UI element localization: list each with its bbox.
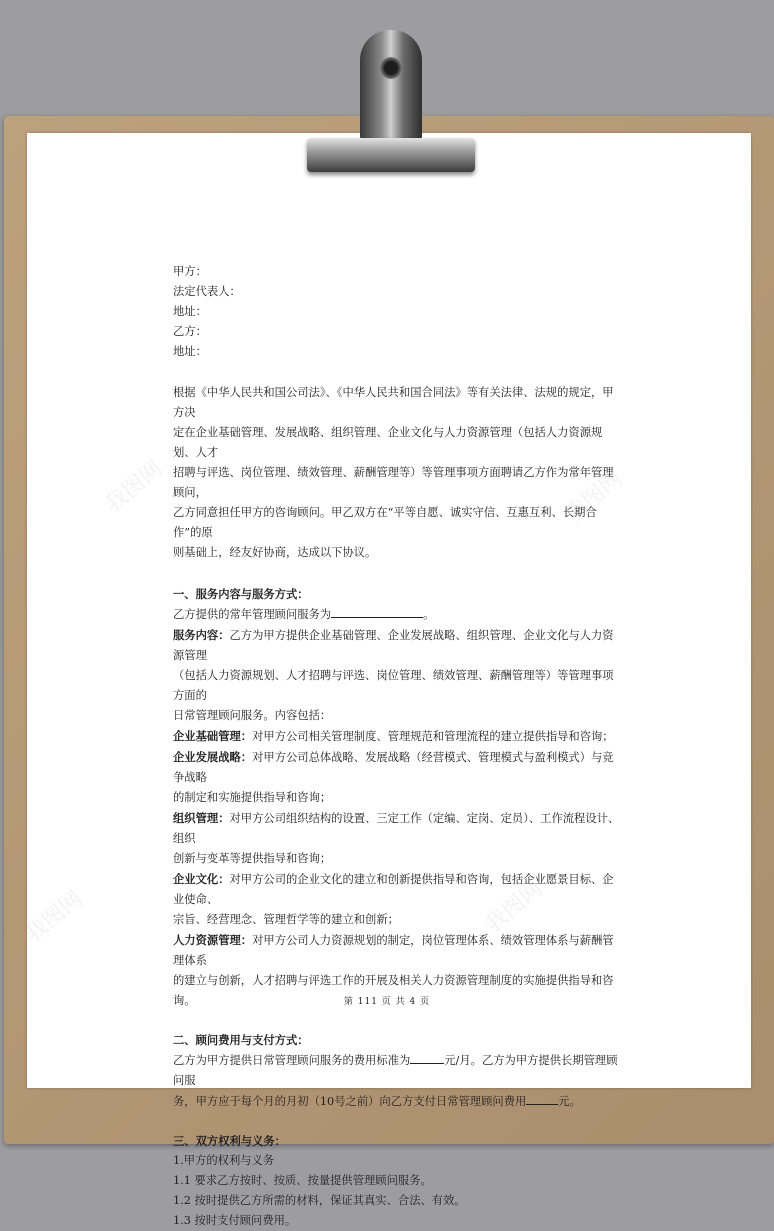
service-item: 企业文化：对甲方公司的企业文化的建立和创新提供指导和咨询，包括企业愿景目标、企业使命、 bbox=[173, 872, 614, 906]
obligation-line: 1.甲方的权利与义务 bbox=[173, 1154, 275, 1167]
service-item-line: 宗旨、经营理念、管理哲学等的建立和创新； bbox=[173, 913, 399, 926]
preamble bbox=[173, 383, 623, 563]
service-content-line: 日常管理顾问服务。内容包括： bbox=[173, 709, 332, 722]
obligation-line: 1.2 按时提供乙方所需的材料，保证其真实、合法、有效。 bbox=[173, 1194, 466, 1207]
contract-body bbox=[173, 262, 623, 1231]
fee-line: 务，甲方应于每个月的月初（10号之前）向乙方支付日常管理顾问费用 元。 bbox=[173, 1091, 623, 1112]
service-content: 服务内容：乙方为甲方提供企业基础管理、企业发展战略、组织管理、企业文化与人力资源管理 bbox=[173, 628, 614, 662]
blank-field bbox=[331, 604, 423, 618]
service-line: 乙方提供的常年管理顾问服务为 。 bbox=[173, 604, 623, 625]
watermark: 我图网 bbox=[20, 886, 88, 948]
page-number: 第 111 页 共 4 页 bbox=[343, 997, 431, 1007]
service-item: 组织管理：对甲方公司组织结构的设置、三定工作（定编、定岗、定员）、工作流程设计、组织 bbox=[173, 811, 620, 845]
party-info bbox=[173, 262, 623, 362]
party-line: 法定代表人： bbox=[173, 285, 241, 298]
section-heading: 三、双方权利与义务： bbox=[173, 1134, 286, 1148]
preamble-line: 乙方同意担任甲方的咨询顾问。甲乙双方在“平等自愿、诚实守信、互惠互利、长期合作”的原 bbox=[173, 506, 597, 539]
preamble-line: 定在企业基础管理、发展战略、组织管理、企业文化与人力资源管理（包括人力资源规划、人才 bbox=[173, 426, 603, 459]
clip-hole bbox=[380, 57, 402, 79]
obligation-line: 1.1 要求乙方按时、按质、按量提供管理顾问服务。 bbox=[173, 1174, 432, 1187]
section-heading: 一、服务内容与服务方式： bbox=[173, 587, 309, 601]
service-item: 企业发展战略：对甲方公司总体战略、发展战略（经营模式、管理模式与盈利模式）与竞争战略 bbox=[173, 750, 614, 784]
watermark: 我图网 bbox=[100, 456, 168, 518]
party-line: 乙方： bbox=[173, 325, 207, 338]
watermark: 我图网 bbox=[480, 876, 548, 938]
watermark: 我图网 bbox=[560, 466, 628, 528]
service-item: 人力资源管理：对甲方公司人力资源规划的制定，岗位管理体系、绩效管理体系与薪酬管理体系 bbox=[173, 933, 614, 967]
binder-clip-icon bbox=[360, 30, 422, 142]
section-heading: 二、顾问费用与支付方式： bbox=[173, 1033, 309, 1047]
service-item-line: 创新与变革等提供指导和咨询； bbox=[173, 852, 332, 865]
party-line: 地址： bbox=[173, 305, 207, 318]
party-line: 甲方： bbox=[173, 265, 207, 278]
service-item-line: 的制定和实施提供指导和咨询； bbox=[173, 791, 332, 804]
blank-field bbox=[410, 1050, 444, 1064]
fee-line: 乙方为甲方提供日常管理顾问服务的费用标准为 元/月。乙方为甲方提供长期管理顾问服 bbox=[173, 1050, 623, 1091]
party-line: 地址： bbox=[173, 345, 207, 358]
service-item-line: 的建立与创新，人才招聘与评选工作的开展及相关人力资源管理制度的实施提供指导和咨询。 bbox=[173, 974, 614, 1007]
clip-base bbox=[307, 138, 475, 172]
preamble-line: 招聘与评选、岗位管理、绩效管理、薪酬管理等）等管理事项方面聘请乙方作为常年管理顾问， bbox=[173, 466, 614, 499]
blank-field bbox=[526, 1091, 558, 1105]
obligation-line: 1.3 按时支付顾问费用。 bbox=[173, 1214, 297, 1227]
service-content-line: （包括人力资源规划、人才招聘与评选、岗位管理、绩效管理、薪酬管理等）等管理事项方面的 bbox=[173, 669, 614, 702]
preamble-line: 根据《中华人民共和国公司法》、《中华人民共和国合同法》等有关法律、法规的规定，甲方决 bbox=[173, 386, 614, 419]
service-item: 企业基础管理：对甲方公司相关管理制度、管理规范和管理流程的建立提供指导和咨询； bbox=[173, 729, 614, 743]
preamble-line: 则基础上，经友好协商，达成以下协议。 bbox=[173, 546, 377, 559]
